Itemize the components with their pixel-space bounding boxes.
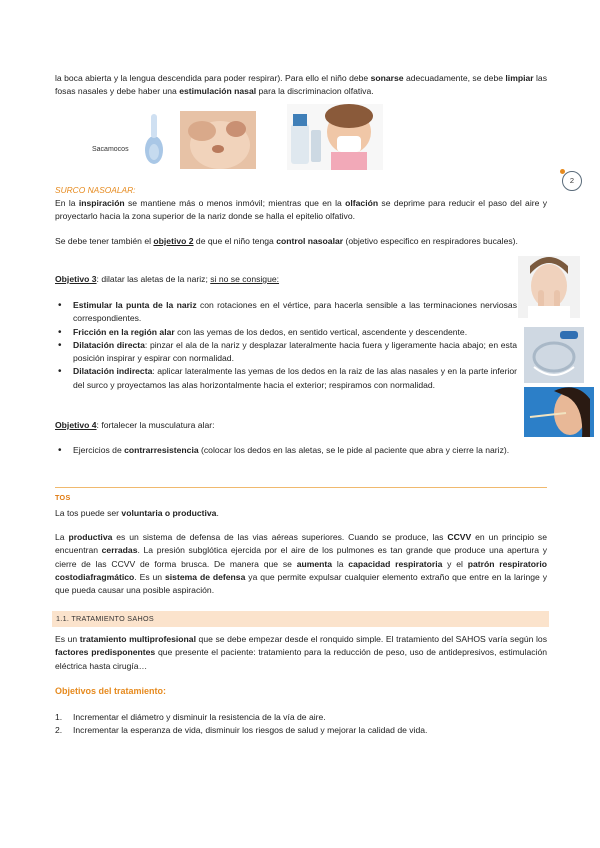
tos-heading: TOS — [55, 493, 71, 502]
list-item: 2. Incrementar la esperanza de vida, disminuir los riesgos de salud y mejorar la calidad de vida. — [55, 725, 428, 736]
sahos-section-band — [52, 611, 549, 627]
list-item: • Ejercicios de contrarresistencia (colocar los dedos en las aletas, se le pide al paciente que abra y cierre la nariz). — [55, 444, 547, 457]
nasal-irrigation-device-image — [524, 327, 584, 383]
sacamocos-image — [90, 108, 170, 168]
contrarresistencia-list — [55, 444, 547, 457]
woman-nasal-tool-image — [524, 387, 594, 437]
sahos-heading: 1.1. TRATAMIENTO SAHOS — [56, 614, 154, 623]
objetivo-4-line: Objetivo 4: fortalecer la musculatura alar: — [55, 420, 215, 430]
sahos-paragraph: Es un tratamiento multiprofesional que se debe empezar desde el ronquido simple. El tratamiento del SAHOS varía según los factores predisponentes que presente el paciente: tratamiento para la reducción de peso, uso de antidepresivos, estimulación eléctrica hasta cirugía… — [55, 634, 548, 671]
sacamocos-label: Sacamocos — [92, 146, 129, 153]
surco-paragraph-2: Se debe tener también el objetivo 2 de que el niño tenga control nasoalar (objetivo especifico en respiradores bucales). — [55, 236, 518, 246]
list-item: • Estimular la punta de la nariz con rotaciones en el vértice, para hacerla sensible a las terminaciones nerviosas correspondientes. — [55, 299, 517, 326]
baby-nose-cleaning-image — [180, 111, 256, 169]
list-item: • Fricción en la región alar con las yemas de los dedos, en sentido vertical, ascendente y descendente. — [55, 326, 517, 339]
list-item: 1. Incrementar el diámetro y disminuir la resistencia de la vía de aire. — [55, 712, 326, 722]
list-item: • Dilatación indirecta: aplicar lateralmente las yemas de los dedos en la raiz de las alas nasales y en la parte inferior del surco y proyectamos las alas horizontalmente hacia el exterior; respiramos con normalidad. — [55, 365, 517, 392]
tos-paragraph-1: La tos puede ser voluntaria o productiva. — [55, 508, 219, 518]
intro-paragraph: la boca abierta y la lengua descendida para poder respirar). Para ello el niño debe sonarse adecuadamente, se debe limpiar las fosas nasales y debe haber una estimulación nasal para la discriminacion olfativa. — [55, 73, 548, 97]
surco-heading: SURCO NASOALAR: — [55, 185, 136, 195]
objectives-list — [55, 711, 547, 738]
nasal-aspirator-child-image — [287, 104, 383, 170]
section-divider — [55, 487, 547, 488]
nasoalar-exercises-list — [55, 299, 517, 392]
woman-nose-massage-image — [518, 256, 580, 318]
objectives-heading: Objetivos del tratamiento: — [55, 686, 167, 696]
objetivo-3-line: Objetivo 3: dilatar las aletas de la nariz; si no se consigue: — [55, 274, 280, 284]
tos-paragraph-2: La productiva es un sistema de defensa de las vias aéreas superiores. Cuando se produce, las CCVV en un principio se encuentran cerradas. La presión subglótica ejercida por el aire de los pulmones es tan grande que produce una apertura y cierre de las CCVV de forma brusca. De manera que se aumenta la capacidad respiratoria y el patrón respiratorio costodiafragmático. Es un sistema de defensa ya que permite expulsar cualquier elemento extraño que entre en la laringe y que pueda causar una posible aspiración. — [55, 532, 548, 596]
page-number: 2 — [562, 171, 582, 191]
surco-paragraph-1: En la inspiración se mantiene más o menos inmóvil; mientras que en la olfación se deprime para reducir el paso del aire y proyectarlo hacia la zona superior de la nariz donde se halla el epitelio olfativo. — [55, 198, 547, 222]
list-item: • Dilatación directa: pinzar el ala de la nariz y desplazar lateralmente hacia fuera y ligeramente hacia abajo; en esta posición inspirar y espirar con normalidad. — [55, 339, 517, 366]
